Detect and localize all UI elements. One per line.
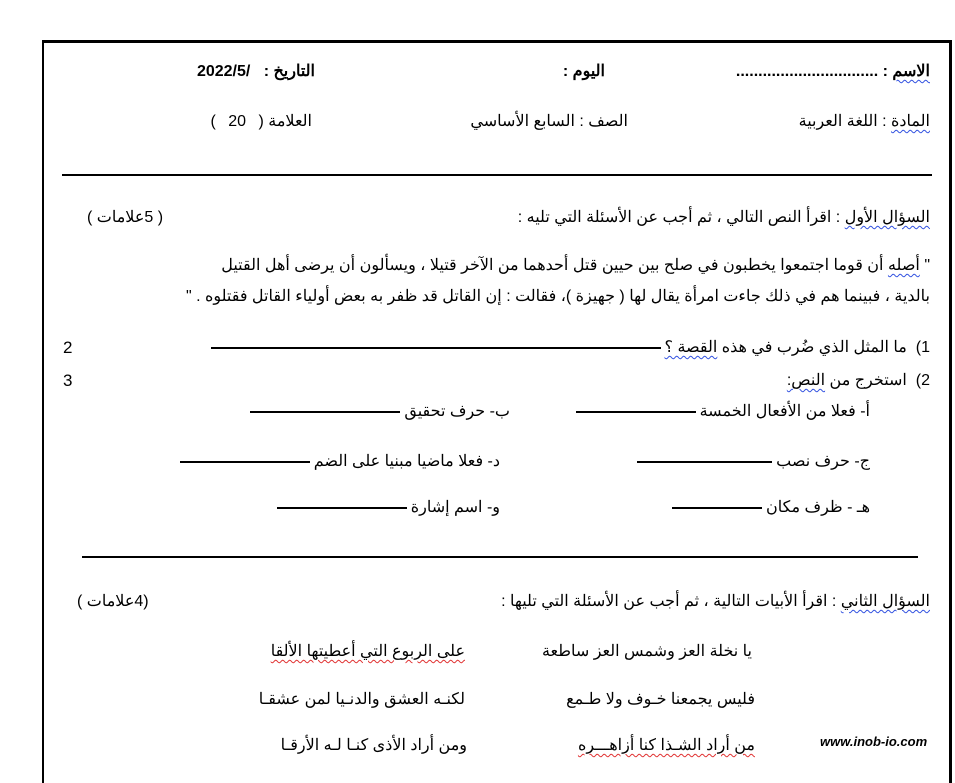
- subject-label: المادة: [891, 113, 930, 130]
- subitem-c: [633, 452, 870, 472]
- date-value: 2022/5/: [196, 63, 251, 80]
- name-field: الاسم : ................................: [735, 63, 930, 80]
- q1-header: السؤال الأول : اقرأ النص التالي ، ثم أجب عن الأسئلة التي تليه :: [517, 209, 930, 226]
- watermark: www.inob-io.com: [820, 734, 928, 749]
- verse-text: على الربوع التي أعطيتها الألقا: [270, 643, 465, 660]
- subitem-e: [668, 498, 870, 518]
- q2-header: السؤال الثاني : اقرأ الأبيات التالية ، ثم أجب عن الأسئلة التي تليها :: [501, 593, 930, 610]
- verse-1-first: يا نخلة العز وشمس العز ساطعة: [541, 643, 752, 660]
- subitem-label: أ- فعلا من الأفعال الخمسة: [699, 403, 870, 420]
- item-text-underlined: النص:: [786, 372, 826, 389]
- divider: [82, 556, 918, 558]
- verse-2-first: فليس يجمعنا خـوف ولا طـمع: [566, 691, 755, 708]
- passage-line-2: بالدية ، فبينما هم في ذلك جاءت امرأة يقال لها ( جهيزة )، فقالت : إن القاتل قد ظفر به بعض أولياء القاتل فقتلوه . ": [185, 288, 930, 305]
- item-2-mark: 3: [63, 371, 73, 390]
- day-label: اليوم :: [562, 63, 605, 80]
- verse-text: ومن أراد الأذى كنـا لـه الأرقـا: [280, 737, 467, 754]
- subitem-label: ج- حرف نصب: [776, 453, 870, 470]
- subitem-b: [246, 402, 510, 422]
- subitem-label: و- اسم إشارة: [410, 499, 500, 516]
- subitem-d: [176, 452, 500, 472]
- q1-marks: ( 5علامات ): [87, 209, 164, 226]
- subject-field: المادة : اللغة العربية: [798, 113, 930, 130]
- answer-blank[interactable]: [211, 347, 661, 349]
- mark-field: [210, 112, 312, 132]
- answer-blank[interactable]: [180, 461, 310, 463]
- answer-blank[interactable]: [277, 507, 407, 509]
- verse-3-second: [281, 736, 467, 756]
- answer-blank[interactable]: [637, 461, 772, 463]
- quote-mark: ": [924, 257, 930, 274]
- item-text-underlined: القصة ؟: [664, 339, 718, 356]
- q1-title: السؤال الأول: [844, 209, 930, 226]
- subitem-f: [273, 498, 500, 518]
- subitem-label: ب- حرف تحقيق: [404, 403, 510, 420]
- mark-value: ( 20 ): [210, 113, 264, 130]
- passage-text: أن قوما اجتمعوا يخطبون في صلح بين حيين قتل أحدهما من الآخر قتيلا ، ويسألون أن يرضى أهل القتيل: [221, 257, 884, 274]
- item-text: استخرج من: [829, 372, 907, 389]
- verse-3-first: [578, 736, 755, 756]
- item-text: ما المثل الذي ضُرب في هذه: [721, 339, 907, 356]
- q2-marks: (4علامات ): [77, 593, 149, 610]
- q1-item-1: [207, 338, 931, 358]
- item-number: 2): [915, 372, 930, 389]
- passage-line-1: [221, 256, 930, 276]
- date-field: [197, 62, 315, 82]
- divider: [62, 174, 932, 176]
- name-dots: ................................: [735, 63, 879, 80]
- q2-title: السؤال الثاني: [840, 593, 930, 610]
- verse-text: من أراد الشـذا كنا أزاهـــره: [577, 737, 755, 754]
- answer-blank[interactable]: [672, 507, 762, 509]
- verse-1-second: [271, 642, 465, 662]
- name-label: الاسم: [892, 63, 930, 80]
- grade-text: الصف : السابع الأساسي: [470, 113, 628, 130]
- q1-item-2: [787, 371, 930, 391]
- item-1-mark: 2: [63, 338, 73, 357]
- answer-blank[interactable]: [576, 411, 696, 413]
- subject-value: اللغة العربية: [798, 113, 878, 130]
- subitem-label: هـ - ظرف مكان: [766, 499, 870, 516]
- subitem-a: [572, 402, 870, 422]
- answer-blank[interactable]: [250, 411, 400, 413]
- mark-label: العلامة: [268, 113, 312, 130]
- verse-2-second: لكنـه العشق والدنـيا لمن عشقـا: [258, 691, 465, 708]
- q1-instruction: اقرأ النص التالي ، ثم أجب عن الأسئلة التي تليه :: [517, 209, 832, 226]
- subitem-label: د- فعلا ماضيا مبنيا على الضم: [313, 453, 500, 470]
- item-number: 1): [915, 339, 930, 356]
- q2-instruction: اقرأ الأبيات التالية ، ثم أجب عن الأسئلة التي تليها :: [501, 593, 828, 610]
- passage-first-word: أصله: [887, 257, 920, 274]
- date-label: التاريخ :: [263, 63, 315, 80]
